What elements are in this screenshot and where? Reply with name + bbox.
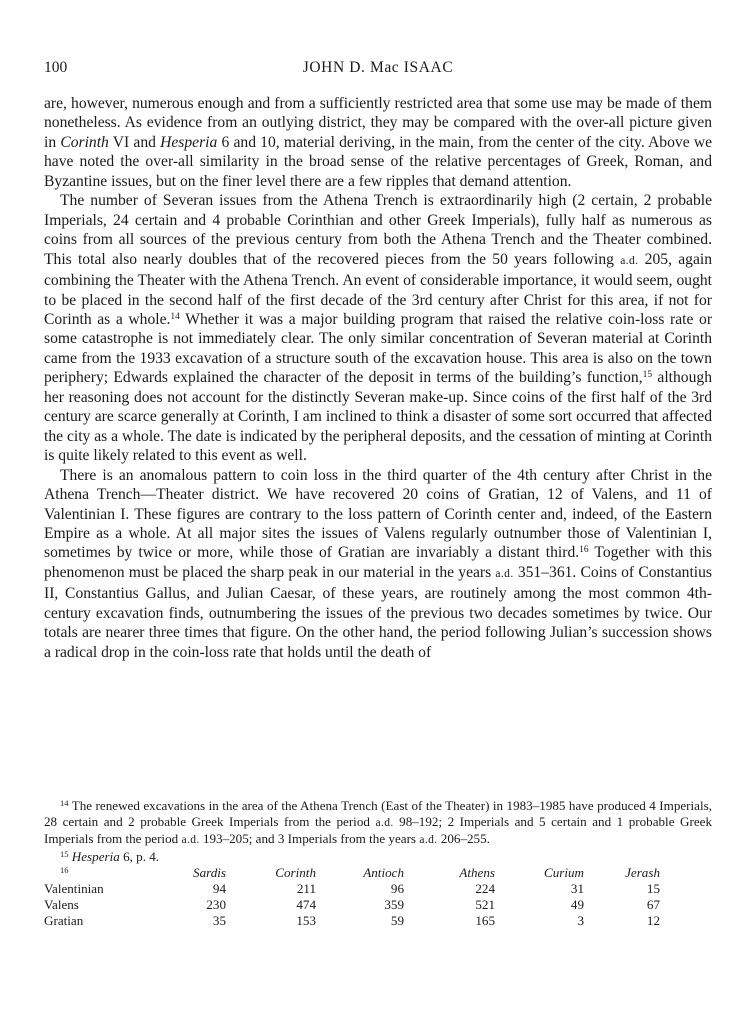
running-head: JOHN D. Mac ISAAC <box>302 59 454 76</box>
table-cell: 153 <box>296 913 316 929</box>
site-header: Antioch <box>363 864 404 880</box>
footnote-16-mark: 16 <box>60 864 69 875</box>
table-cell: 96 <box>390 881 404 897</box>
paragraph-2: The number of Severan issues from the Athena Trench is extraordinarily high (2 certain, 2 probable Imperials, 24 certain and 4 probable Corinthian and other Greek Imperials), fully half as numerous as coins from all sources of the previous century from both the Athena Trench and the Theater combined. This total also nearly doubles that of the recovered pieces from the 50 years following a.d. 205, again combining the Theater with the Athena Trench. An event of considerable importance, it would seem, ought to be placed in the second half of the first decade of the 3rd century after Christ for this area, if not for Corinth as a whole.$^{14}$ Whether it was a major building program that raised the relative coin-loss rate or some catastrophe is not immediately clear. The only similar concentration of Severan material at Corinth came from the 1933 excavation of a structure south of the excavation house. This area is also on the town periphery; Edwards explained the character of the deposit in terms of the building’s function,$^{15}$ although her reasoning does not account for the distinctly Severan make-up. Since coins of the first half of the 3rd century are scarce generally at Corinth, I am inclined to think a disaster of some sort occurred that affected the city as a whole. The date is indicated by the peripheral deposits, and the cessation of minting at Corinth is quite likely related to this event as well. <box>44 192 713 465</box>
site-header: Athens <box>459 864 495 880</box>
table-cell: 59 <box>390 913 404 929</box>
table-cell: 521 <box>475 897 495 913</box>
table-cell: 12 <box>646 913 660 929</box>
footnote-ref-14[interactable]: 14 <box>170 311 180 322</box>
table-row <box>44 881 660 897</box>
footnote-16-table <box>44 865 660 930</box>
site-header: Corinth <box>275 864 316 880</box>
footnote-ref-15[interactable]: 15 <box>642 370 653 381</box>
title-corinth: Corinth <box>60 133 109 151</box>
site-header: Curium <box>543 864 584 880</box>
table-cell: 15 <box>646 881 660 897</box>
footnotes <box>44 798 712 930</box>
page-number: 100 <box>44 59 68 76</box>
footnote-15: $^{15}$ Hesperia 6, p. 4. <box>60 848 160 864</box>
table-cell: 49 <box>570 897 584 913</box>
table-cell: 31 <box>570 881 584 897</box>
emperor-label: Valentinian <box>44 881 104 897</box>
footnote-14: $^{14}$ The renewed excavations in the area of the Athena Trench (East of the Theater) in 1983–1985 have produced 4 Imperials, 28 certain and 2 probable Greek Imperials from the period a.d. 98–192; 2 Imperials and 5 certain and 1 probable Greek Imperials from the period a.d. 193–205; and 3 Imperials from the years a.d. 206–255. <box>44 798 713 847</box>
table-cell: 94 <box>212 881 226 897</box>
table-cell: 474 <box>296 897 316 913</box>
table-cell: 230 <box>206 897 226 913</box>
site-header: Sardis <box>193 864 226 880</box>
table-row <box>44 897 660 913</box>
table-cell: 165 <box>475 913 495 929</box>
table-header-row <box>44 865 660 881</box>
paragraph-1: are, however, numerous enough and from a sufficiently restricted area that some use may be made of them nonetheless. As evidence from an outlying district, they may be compared with the over-all picture given in Corinth VI and Hesperia 6 and 10, material deriving, in the main, from the center of the city. Above we have noted the over-all similarity in the broad sense of the relative percentages of Greek, Roman, and Byzantine issues, but on the finer level there are a few ripples that demand attention. <box>44 95 712 190</box>
body-text <box>44 94 712 662</box>
footnote-ref-16[interactable]: 16 <box>579 545 589 556</box>
emperor-label: Gratian <box>44 913 84 929</box>
table-cell: 67 <box>646 897 660 913</box>
title-hesperia: Hesperia <box>160 133 218 151</box>
table-cell: 211 <box>296 881 316 897</box>
site-header: Jerash <box>625 864 660 880</box>
table-cell: 359 <box>384 897 404 913</box>
table-cell: 224 <box>475 881 495 897</box>
table-cell: 3 <box>577 913 584 929</box>
table-cell: 35 <box>212 913 226 929</box>
paragraph-3: There is an anomalous pattern to coin loss in the third quarter of the 4th century after Christ in the Athena Trench—Theater district. We have recovered 20 coins of Gratian, 12 of Valens, and 11 of Valentinian I. These figures are contrary to the loss pattern of Corinth center and, indeed, of the Eastern Empire as a whole. At all major sites the issues of Valens regularly outnumber those of Valentinian I, sometimes by twice or more, while those of Gratian are invariably a distant third.$^{16}$ Together with this phenomenon must be placed the sharp peak in our material in the years a.d. 351–361. Coins of Constantius II, Constantius Gallus, and Julian Caesar, of these years, are routinely among the most common 4th-century excavation finds, outnumbering the issues of the previous two decades sometimes by twice. Our totals are nearer three times that figure. On the other hand, the period following Julian’s succession shows a radical drop in the coin-loss rate that holds until the death of <box>44 466 712 661</box>
emperor-label: Valens <box>44 897 79 913</box>
table-row <box>44 913 660 929</box>
